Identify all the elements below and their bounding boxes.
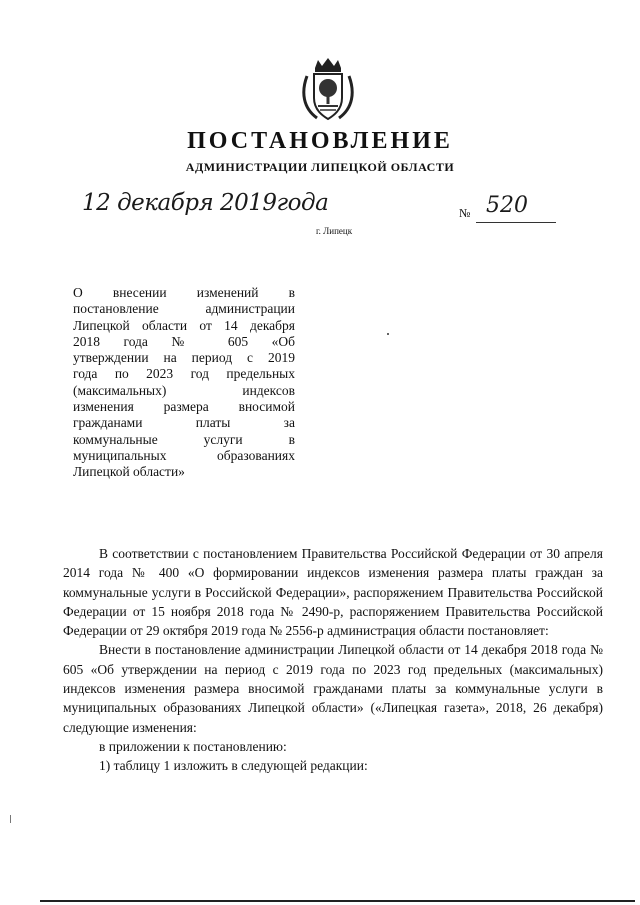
subject-line: коммунальные услуги в bbox=[73, 431, 295, 447]
document-type-title: ПОСТАНОВЛЕНИЕ bbox=[187, 128, 453, 154]
subject-line: утверждении на период с 2019 bbox=[73, 350, 295, 366]
city-label: г. Липецк bbox=[316, 226, 353, 236]
body-paragraph: В соответствии с постановлением Правительства Российской Федерации от 30 апреля 2014 года № 400 «О формировании индексов изменения размера платы граждан за коммунальные услуги в Российской Федерации», распоряжением Правительства Российской Федерации от 15 ноября 2018 года № 2490-р, распоряжением Правительства Российской Федерации от 29 октября 2019 года № 2556-р администрация области постановляет: bbox=[63, 546, 603, 639]
scan-speck bbox=[387, 333, 389, 335]
subject-line: О внесении изменений в bbox=[73, 285, 295, 300]
body-paragraph: в приложении к постановлению: bbox=[99, 738, 287, 754]
body-paragraph: Внести в постановление администрации Липецкой области от 14 декабря 2018 года № 605 «Об утверждении на период с 2019 года по 2023 год предельных (максимальных) индексов изменения размера вносимой гражданами платы за коммунальные услуги в муниципальных образованиях Липецкой области» («Липецкая газета», 2018, 26 декабря) следующие изменения: bbox=[63, 642, 603, 735]
page-bottom-border bbox=[40, 900, 635, 902]
number-label: № bbox=[459, 206, 471, 220]
handwritten-number: 520 bbox=[486, 193, 528, 218]
issuer-title: АДМИНИСТРАЦИИ ЛИПЕЦКОЙ ОБЛАСТИ bbox=[185, 160, 455, 174]
coat-of-arms-icon bbox=[301, 58, 355, 122]
subject-line: постановление администрации bbox=[73, 301, 295, 317]
handwritten-date: 12 декабря 2019года bbox=[82, 190, 329, 216]
subject-line: Липецкой области от 14 декабря bbox=[73, 317, 295, 333]
subject-line: изменения размера вносимой bbox=[73, 399, 295, 415]
subject-line: года по 2023 год предельных bbox=[73, 366, 295, 382]
scan-mark bbox=[10, 815, 11, 823]
subject-line: муниципальных образованиях bbox=[73, 447, 295, 463]
number-underline bbox=[476, 222, 556, 223]
subject-line: 2018 года № 605 «Об bbox=[73, 333, 295, 349]
body-text bbox=[63, 544, 603, 776]
body-paragraph: 1) таблицу 1 изложить в следующей редакции: bbox=[99, 758, 368, 774]
subject-line: Липецкой области» bbox=[73, 464, 185, 480]
subject-line: (максимальных) индексов bbox=[73, 382, 295, 398]
subject-line: гражданами платы за bbox=[73, 415, 295, 431]
subject-block bbox=[73, 285, 295, 481]
